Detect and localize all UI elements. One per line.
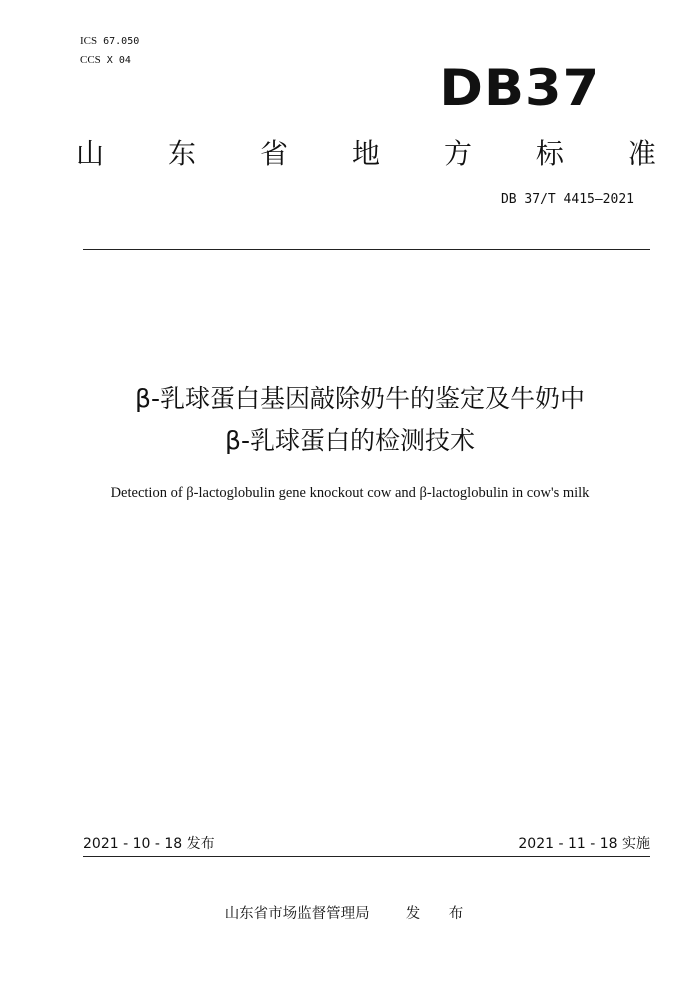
standard-type-char: 地 [351,137,380,170]
ccs-classification [80,53,131,68]
ccs-label: CCS [80,54,101,66]
publisher-name: 山东省市场监督管理局 [224,906,370,922]
standard-number: DB 37/T 4415—2021 [500,192,634,207]
ccs-code: X 04 [106,55,131,66]
standard-type-heading [76,134,656,174]
implementation-date: 2021 - 11 - 18 实施 [518,836,650,852]
standard-type-char: 山 [76,137,105,170]
footer-divider [83,856,650,857]
standard-type-char: 省 [259,137,288,170]
title-cn-line-2: β-乳球蛋白的检测技术 [225,426,475,455]
ics-label: ICS [80,35,98,47]
issue-date: 2021 - 10 - 18 发布 [83,836,215,852]
ics-code: 67.050 [103,36,140,47]
ics-classification [80,34,139,49]
publish-action: 发 布 [405,906,476,922]
standard-type-char: 东 [167,137,196,170]
header-divider [83,249,650,250]
standard-type-char: 标 [535,137,564,170]
publisher-line [0,904,700,924]
title-cn-line-1: β-乳球蛋白基因敲除奶牛的鉴定及牛奶中 [135,384,585,413]
standard-type-char: 方 [443,137,472,170]
db37-logo: DB37 [439,59,600,117]
title-en: Detection of β-lactoglobulin gene knockout cow and β-lactoglobulin in cow's milk [110,485,590,501]
standard-type-char: 准 [627,137,656,170]
